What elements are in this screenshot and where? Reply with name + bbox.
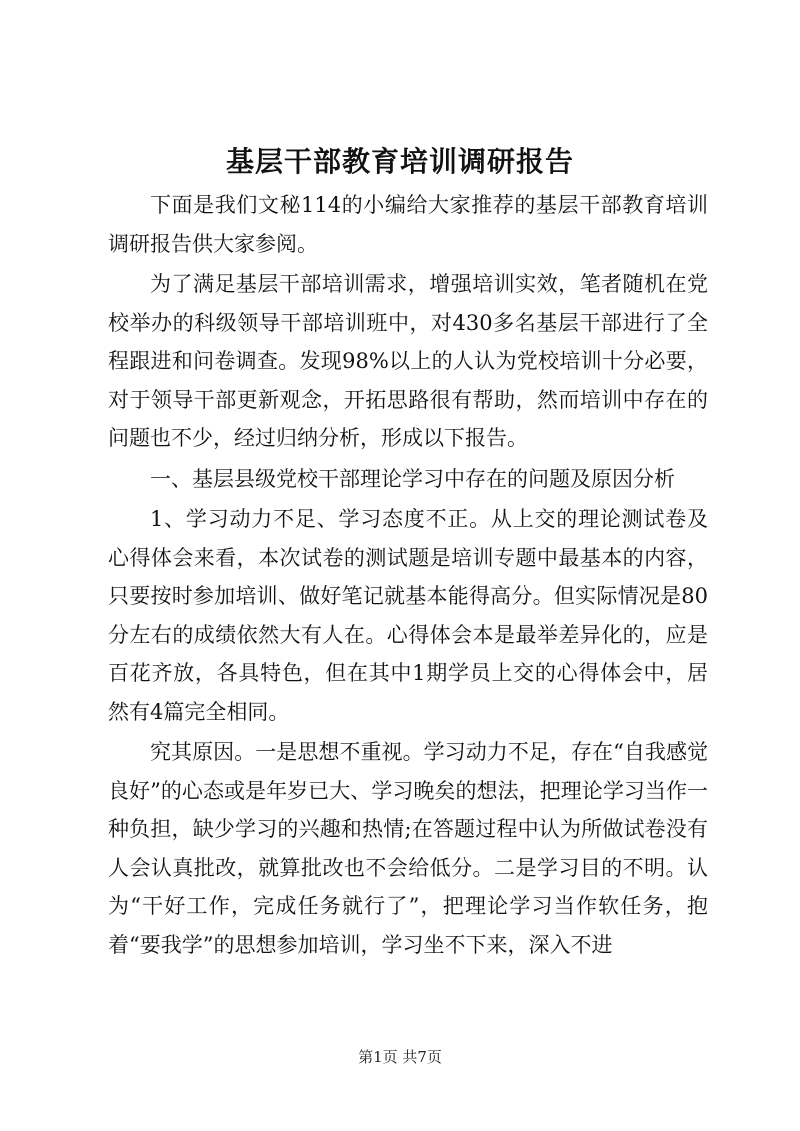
paragraph-intro: 下面是我们文秘114的小编给大家推荐的基层干部教育培训调研报告供大家参阅。	[108, 193, 708, 256]
paragraph-cause-analysis: 究其原因。一是思想不重视。学习动力不足，存在“自我感觉良好”的心态或是年岁已大、学习晚矣的想法，把理论学习当作一种负担，缺少学习的兴趣和热情;在答题过程中认为所做试卷没有人会认真批改，就算批改也不会给低分。二是学习目的不明。认为“干好工作，完成任务就行了”，把理论学习当作软任务，抱着“要我学”的思想参加培训，学习坐不下来，深入不进	[108, 740, 708, 957]
document-body	[108, 186, 708, 966]
paragraph-background: 为了满足基层干部培训需求，增强培训实效，笔者随机在党校举办的科级领导干部培训班中，对430多名基层干部进行了全程跟进和问卷调查。发现98%以上的人认为党校培训十分必要，对于领导干部更新观念，开拓思路很有帮助，然而培训中存在的问题也不少，经过归纳分析，形成以下报告。	[108, 272, 708, 450]
page-footer: 第1页 共7页	[358, 1048, 442, 1066]
section-heading-1: 一、基层县级党校干部理论学习中存在的问题及原因分析	[150, 466, 675, 491]
paragraph-problem-1: 1、学习动力不足、学习态度不正。从上交的理论测试卷及心得体会来看，本次试卷的测试题是培训专题中最基本的内容，只要按时参加培训、做好笔记就基本能得高分。但实际情况是80分左右的成绩依然大有人在。心得体会本是最举差异化的，应是百花齐放，各具特色，但在其中1期学员上交的心得体会中，居然有4篇完全相同。	[108, 507, 708, 724]
page-title: 基层干部教育培训调研报告	[225, 145, 574, 178]
